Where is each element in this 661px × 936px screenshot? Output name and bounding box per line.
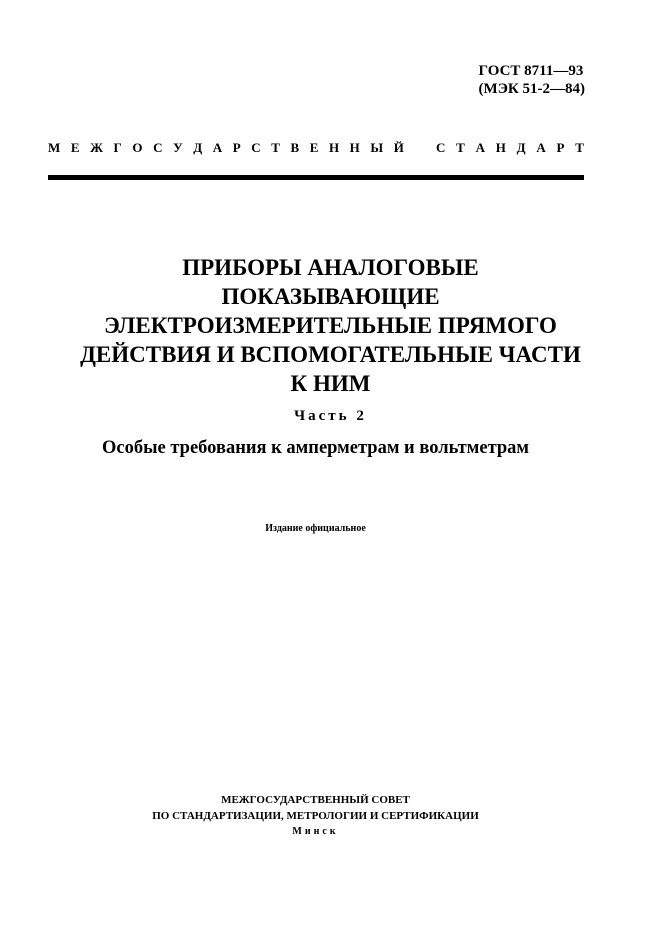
publisher-block	[0, 792, 631, 840]
title-line: ДЕЙСТВИЯ И ВСПОМОГАТЕЛЬНЫЕ ЧАСТИ	[80, 342, 581, 367]
banner-letter: Е	[70, 140, 80, 155]
standard-designation	[479, 62, 585, 98]
banner-letter: Н	[349, 140, 360, 155]
banner-letter: Г	[113, 140, 122, 155]
banner-letter: А	[536, 140, 546, 155]
banner-letter: М	[48, 140, 61, 155]
banner-letter: Р	[232, 140, 241, 155]
banner-letter: С	[251, 140, 261, 155]
iec-number: (МЭК 51-2—84)	[478, 81, 585, 97]
part-label: Часть 2	[294, 408, 367, 424]
banner-letter: О	[132, 140, 143, 155]
banner-letter: Й	[393, 140, 404, 155]
banner-letter: Д	[193, 140, 203, 155]
title-line: ЭЛЕКТРОИЗМЕРИТЕЛЬНЫЕ ПРЯМОГО	[104, 313, 557, 338]
banner-letter: Т	[575, 140, 584, 155]
title-line: К НИМ	[290, 371, 371, 396]
publisher-line: МЕЖГОСУДАРСТВЕННЫЙ СОВЕТ	[221, 794, 410, 806]
banner-letter: А	[475, 140, 485, 155]
edition-label: Издание официальное	[265, 523, 366, 534]
banner-letter: В	[290, 140, 300, 155]
publisher-line: ПО СТАНДАРТИЗАЦИИ, МЕТРОЛОГИИ И СЕРТИФИКАЦИИ	[152, 810, 479, 822]
banner-letter: Е	[309, 140, 319, 155]
banner-letter: Ж	[90, 140, 103, 155]
gost-number: ГОСТ 8711—93	[478, 63, 584, 79]
banner-letter: Н	[328, 140, 340, 155]
banner-letter: С	[436, 140, 446, 155]
banner-letter: Н	[495, 140, 506, 155]
banner-word-interstate	[48, 140, 404, 156]
publisher-city: Минск	[292, 826, 339, 837]
banner-letter: С	[153, 140, 163, 155]
banner-letter: Р	[556, 140, 565, 155]
banner-letter: А	[212, 140, 223, 155]
banner-letter: Т	[456, 140, 465, 155]
banner-letter: Ы	[370, 140, 384, 155]
document-title	[40, 253, 621, 398]
banner-word-standard	[436, 140, 584, 156]
banner-letter: Д	[516, 140, 526, 155]
title-line: ПРИБОРЫ АНАЛОГОВЫЕ	[182, 255, 479, 280]
document-subtitle: Особые требования к амперметрам и вольтметрам	[101, 438, 530, 458]
header-rule	[48, 175, 584, 180]
banner-letter: Т	[271, 140, 280, 155]
title-line: ПОКАЗЫВАЮЩИЕ	[221, 284, 440, 309]
banner-letter: У	[173, 140, 183, 155]
standard-type-banner	[48, 140, 584, 156]
